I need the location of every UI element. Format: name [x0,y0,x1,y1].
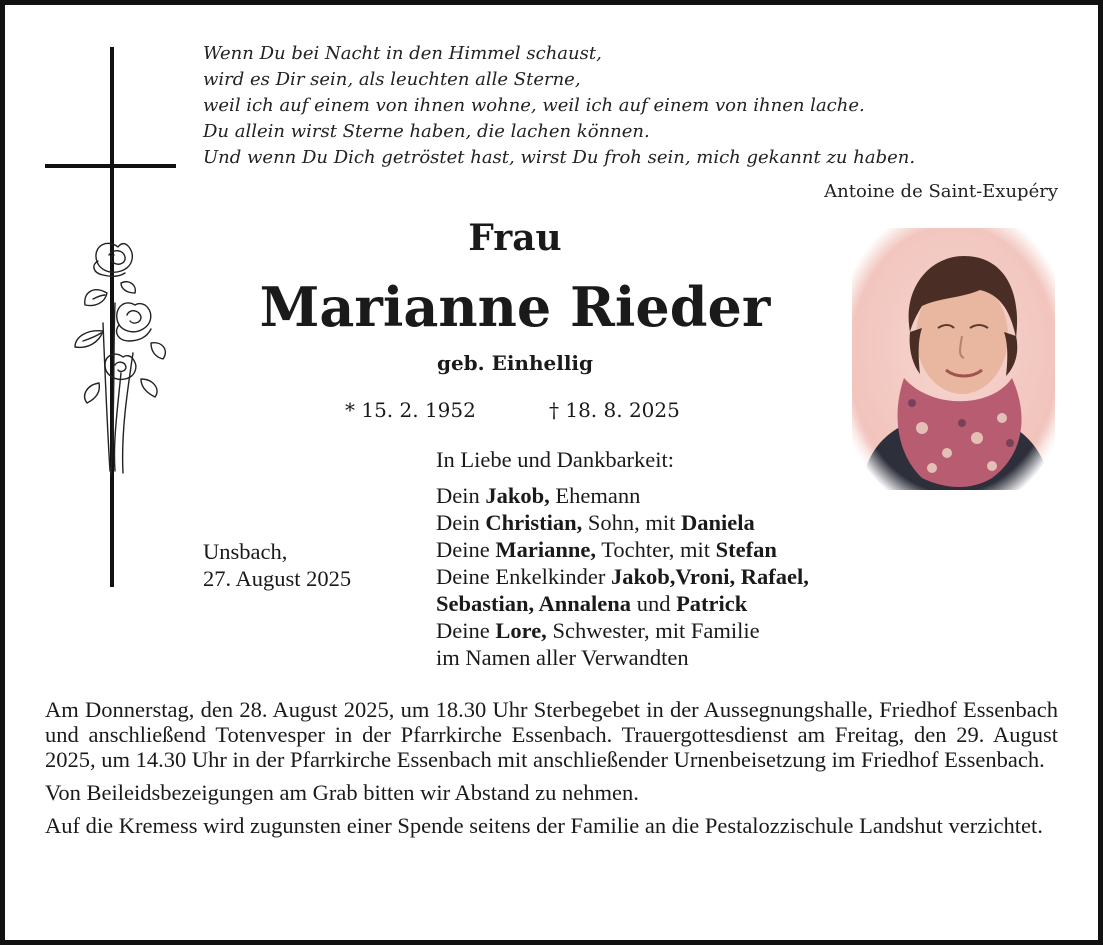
poem-line: Du allein wirst Sterne haben, die lachen können. [203,121,650,142]
announcement-paragraph: Auf die Kremess wird zugunsten einer Spende seitens der Familie an die Pestalozzischule Landshut verzichtet. [45,813,1043,838]
announcements [45,697,1058,846]
poem-line: Und wenn Du Dich getröstet hast, wirst Du froh sein, mich gekannt zu haben. [203,147,916,168]
mourner-row: Dein Christian, Sohn, mit Daniela [436,510,755,535]
birth-name: geb. Einhellig [436,351,594,375]
poem-line: wird es Dir sein, als leuchten alle Sterne, [203,69,581,90]
mourner-row: Dein Jakob, Ehemann [436,483,641,508]
mourners-intro: In Liebe und Dankbarkeit: [436,447,675,472]
mourners-list [436,446,1036,671]
poem-author: Antoine de Saint-Exupéry [824,181,1058,202]
deceased-name: Marianne Rieder [259,275,771,339]
death-date: † 18. 8. 2025 [549,398,680,422]
announcement-paragraph: Am Donnerstag, den 28. August 2025, um 18.30 Uhr Sterbegebet in der Aussegnungshalle, Friedhof Essenbach und anschließend Totenvesper in der Pfarrkirche Essenbach. Trauergottesdienst am Freitag, den 29. August 2025, um 14.30 Uhr in der Pfarrkirche Essenbach mit anschließender Urnenbeisetzung im Friedhof Essenbach. [45,697,1058,772]
roses-icon [63,233,178,478]
announcement-paragraph: Von Beileidsbezeigungen am Grab bitten wir Abstand zu nehmen. [45,780,639,805]
mourner-row: Deine Lore, Schwester, mit Familie [436,618,760,643]
mourner-row: Deine Enkelkinder Jakob,Vroni, Rafael, [436,564,809,589]
poem [203,41,1063,171]
place-and-date [203,538,351,592]
poem-line: weil ich auf einem von ihnen wohne, weil ich auf einem von ihnen lache. [203,95,865,116]
mourner-row: Deine Marianne, Tochter, mit Stefan [436,537,777,562]
salutation: Frau [468,217,562,259]
birth-date: * 15. 2. 1952 [345,398,476,422]
cross-icon-crossbar [45,164,176,168]
place-date: 27. August 2025 [203,566,352,591]
place-town: Unsbach, [203,539,288,564]
mourner-row: Sebastian, Annalena und Patrick [436,591,748,616]
poem-line: Wenn Du bei Nacht in den Himmel schaust, [203,43,602,64]
mourner-row: im Namen aller Verwandten [436,645,689,670]
